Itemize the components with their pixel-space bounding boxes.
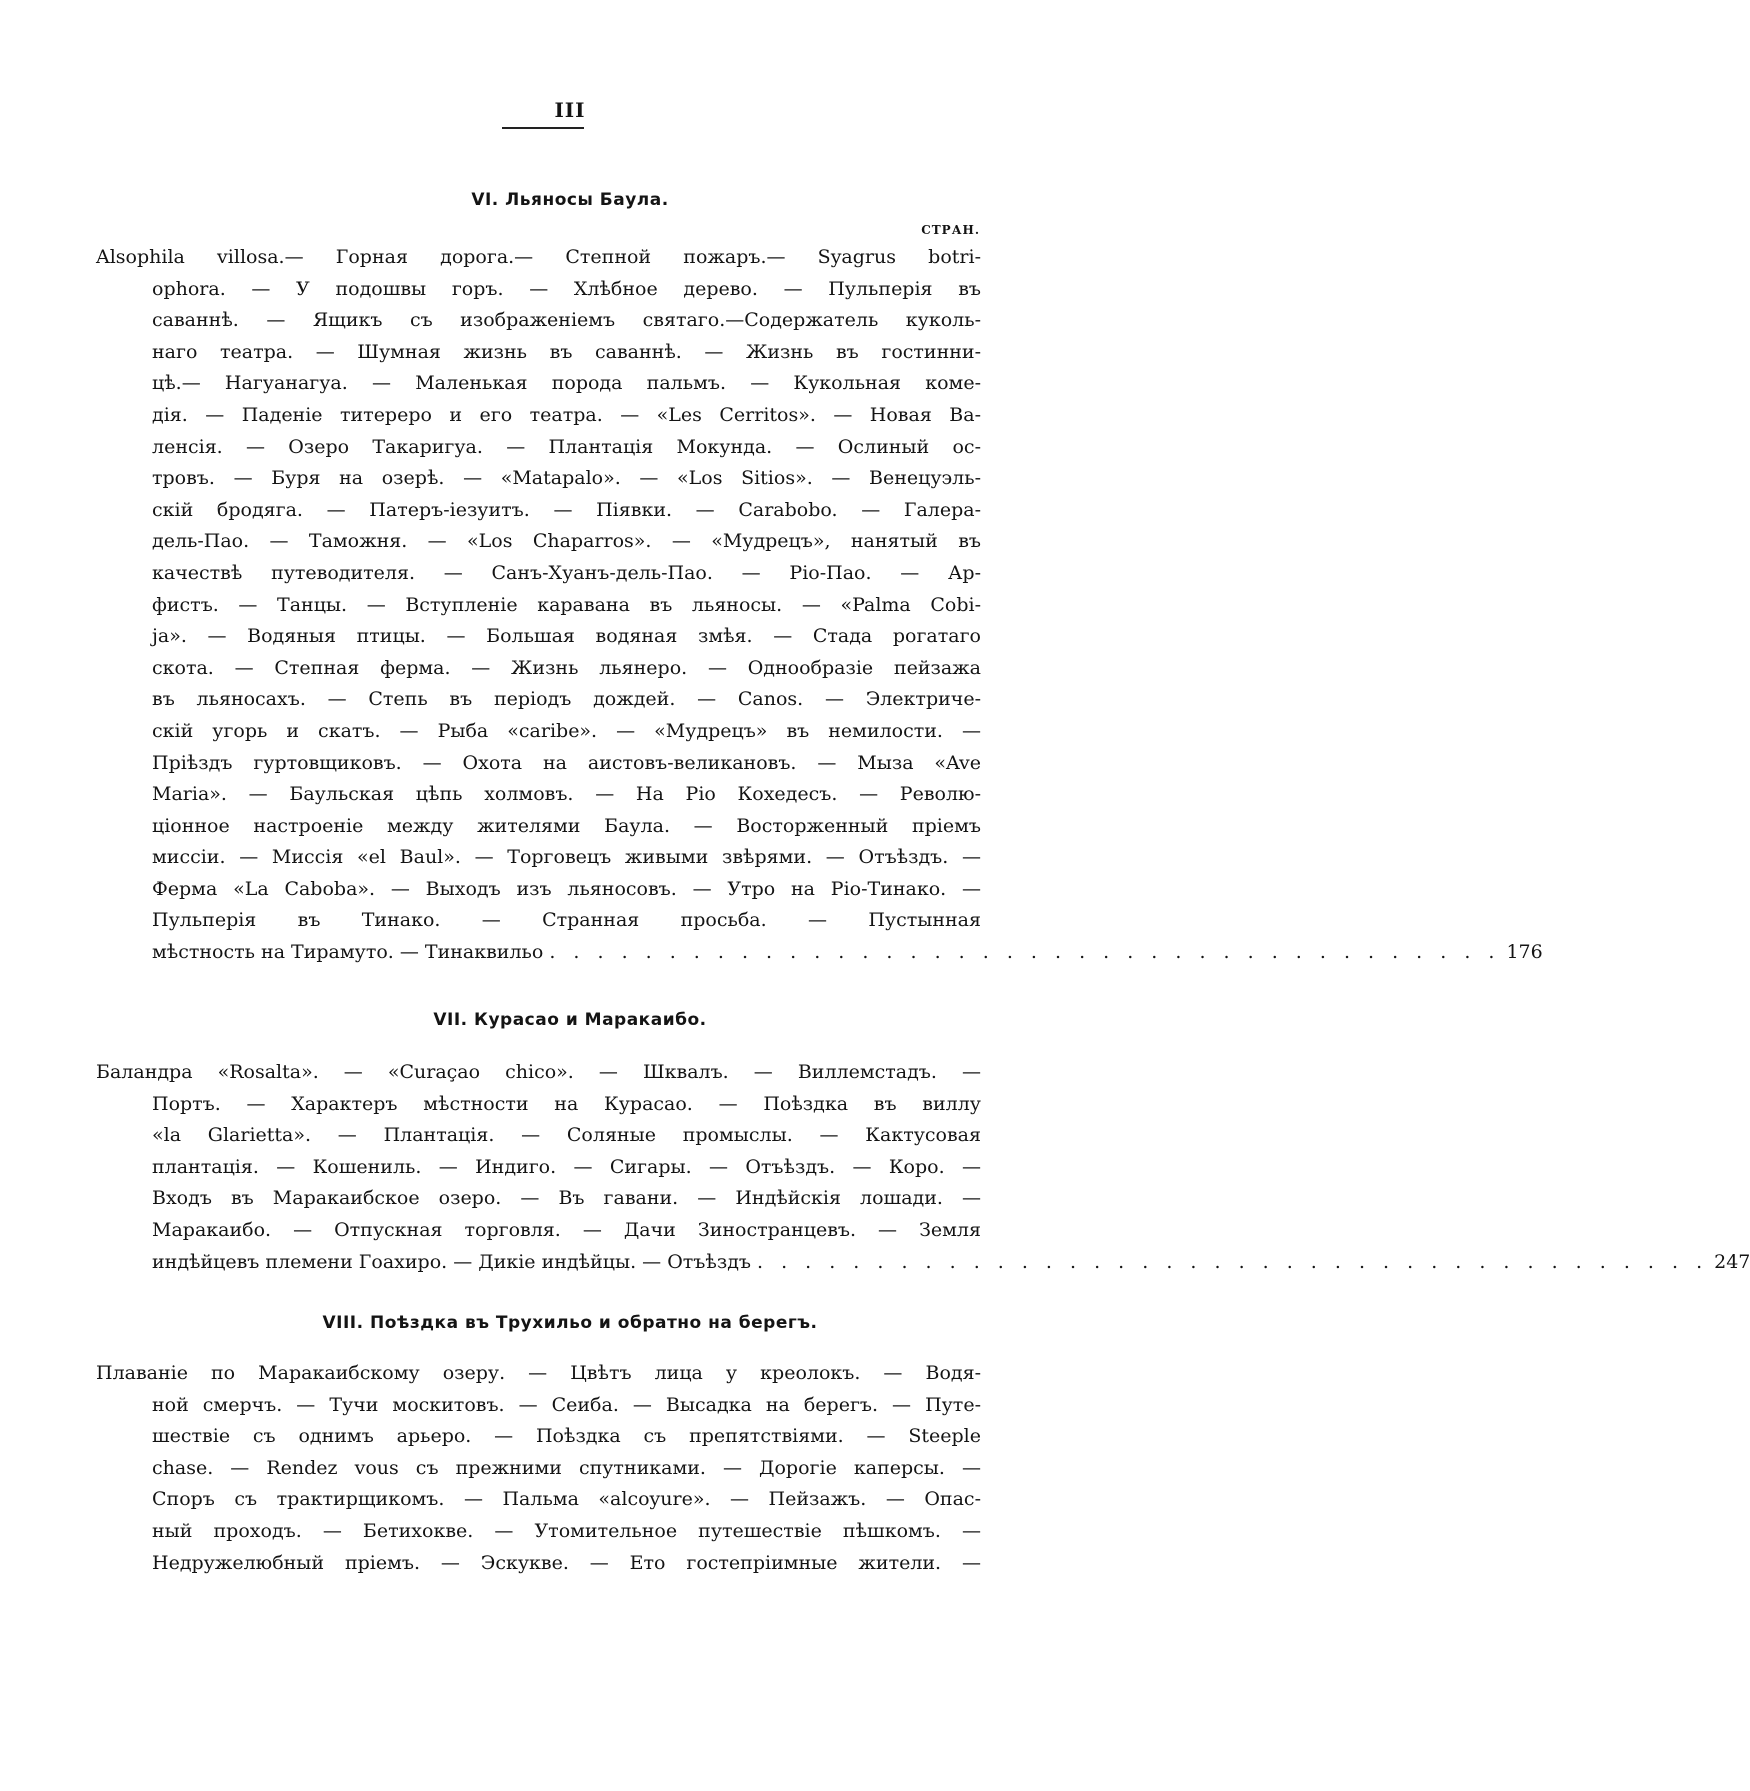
chapter-vii-contents [96,1057,1750,1278]
chapter-viii-heading [0,1313,1140,1333]
contents-line: ophora. — У подошвы горъ. — Хлѣбное дерево. — Пульперія въ [152,277,981,300]
contents-line: Плаваніе по Маракаибскому озеру. — Цвѣтъ лица у креолокъ. — Водя- [96,1362,981,1384]
contents-line: Пульперія въ Тинако. — Странная просьба. — Пустынная [152,909,981,932]
contents-line: фистъ. — Танцы. — Вступленіе каравана въ льяносы. — «Palma Cobi- [152,593,981,616]
contents-line: Споръ съ трактирщикомъ. — Пальма «alcoyure». — Пейзажъ. — Опас- [152,1488,981,1511]
contents-line: Портъ. — Характеръ мѣстности на Курасао. — Поѣздка въ виллу [152,1092,981,1115]
chapter-title: VII. Курасао и Маракаибо. [433,1010,707,1030]
contents-line: ja». — Водяныя птицы. — Большая водяная змѣя. — Стада рогатаго [152,625,981,648]
contents-line: Недружелюбный пріемъ. — Эскукве. — Ето гостепріимные жители. — [152,1551,981,1574]
chapter-title: VIII. Поѣздка въ Трухильо и обратно на берегъ. [322,1313,818,1333]
contents-line: ленсія. — Озеро Такаригуа. — Плантація Мокунда. — Ослиный ос- [152,435,981,458]
contents-line: мѣстность на Тирамуто. — Тинаквильо . . . . . . . . . . . . . . . . . . . . . . . . . . . . . . . . . . . . . . . . 176 [96,937,981,969]
contents-line: Входъ въ Маракаибское озеро. — Въ гавани. — Индѣйскія лошади. — [152,1187,981,1210]
page-number-rule [502,127,584,129]
chapter-vii-heading [0,1010,1140,1030]
contents-line: тровъ. — Буря на озерѣ. — «Matapalo». — «Los Sitios». — Венецуэль- [152,467,981,490]
contents-line: ціонное настроеніе между жителями Баула. — Восторженный пріемъ [152,814,981,837]
contents-line: саваннѣ. — Ящикъ съ изображеніемъ святаго.—Содержатель куколь- [152,309,981,332]
contents-line: Maria». — Баульская цѣпь холмовъ. — На Ріо Кохедесъ. — Револю- [152,783,981,806]
chapter-viii-contents [96,1358,981,1579]
contents-line: качествѣ путеводителя. — Санъ-Хуанъ-дель-Пао. — Ріо-Пао. — Ар- [152,561,981,584]
contents-line: ной смерчъ. — Тучи москитовъ. — Сеиба. — Высадка на берегъ. — Путе- [152,1393,981,1416]
contents-line: шествіе съ однимъ арьеро. — Поѣздка съ препятствіями. — Steeple [152,1425,981,1448]
page-number: III [554,98,586,122]
contents-line: Пріѣздъ гуртовщиковъ. — Охота на аистовъ-великановъ. — Мыза «Ave [152,751,981,774]
contents-line: скота. — Степная ферма. — Жизнь льянеро. — Однообразіе пейзажа [152,656,981,679]
page-reference: 247 [1714,1250,1750,1273]
contents-line: скій бродяга. — Патеръ-іезуитъ. — Піявки. — Carabobo. — Галера- [152,498,981,521]
page-reference: 176 [1506,941,1543,964]
column-label-pages: СТРАН. [921,223,980,237]
chapter-vi-contents [96,242,1543,969]
contents-line: Маракаибо. — Отпускная торговля. — Дачи Зиностранцевъ. — Земля [152,1218,981,1241]
contents-line: скій угорь и скатъ. — Рыба «caribe». — «Мудрецъ» въ немилости. — [152,719,981,742]
contents-line: ный проходъ. — Бетихокве. — Утомительное путешествіе пѣшкомъ. — [152,1519,981,1542]
contents-line: миссіи. — Миссія «el Baul». — Торговецъ живыми звѣрями. — Отъѣздъ. — [152,846,981,869]
contents-line: цѣ.— Нагуанагуа. — Маленькая порода пальмъ. — Кукольная коме- [152,372,981,395]
contents-line: плантація. — Кошениль. — Индиго. — Сигары. — Отъѣздъ. — Коро. — [152,1155,981,1178]
chapter-title: VI. Льяносы Баула. [471,190,669,210]
contents-line: дель-Пао. — Таможня. — «Los Chaparros». — «Мудрецъ», нанятый въ [152,530,981,553]
contents-line: «la Glarietta». — Плантація. — Соляные промыслы. — Кактусовая [152,1124,981,1147]
contents-line: chase. — Rendez vous съ прежними спутниками. — Дорогіе каперсы. — [152,1456,981,1479]
chapter-vi-heading [0,190,1140,210]
leader-dots: . . . . . . . . . . . . . . . . . . . . . . . . . . . . . . . . . . . . . . . . [549,941,1501,964]
contents-line: наго театра. — Шумная жизнь въ саваннѣ. — Жизнь въ гостинни- [152,340,981,363]
contents-line: индѣйцевъ племени Гоахиро. — Дикіе индѣйцы. — Отъѣздъ . . . . . . . . . . . . . . . . . . . . . . . . . . . . . . . . . . . . . . . . 247 [96,1247,981,1279]
contents-line: Alsophila villosa.— Горная дорога.— Степной пожаръ.— Syagrus botri- [96,246,981,268]
contents-line: Ферма «La Caboba». — Выходъ изъ льяносовъ. — Утро на Ріо-Тинако. — [152,877,981,900]
contents-line: въ льяносахъ. — Степь въ періодъ дождей. — Canos. — Электриче- [152,688,981,711]
contents-line: дія. — Паденіе титереро и его театра. — «Les Cerritos». — Новая Ва- [152,403,981,426]
contents-line: Баландра «Rosalta». — «Curaçao chico». — Шквалъ. — Виллемстадъ. — [96,1061,981,1083]
leader-dots: . . . . . . . . . . . . . . . . . . . . . . . . . . . . . . . . . . . . . . . . [756,1250,1709,1273]
